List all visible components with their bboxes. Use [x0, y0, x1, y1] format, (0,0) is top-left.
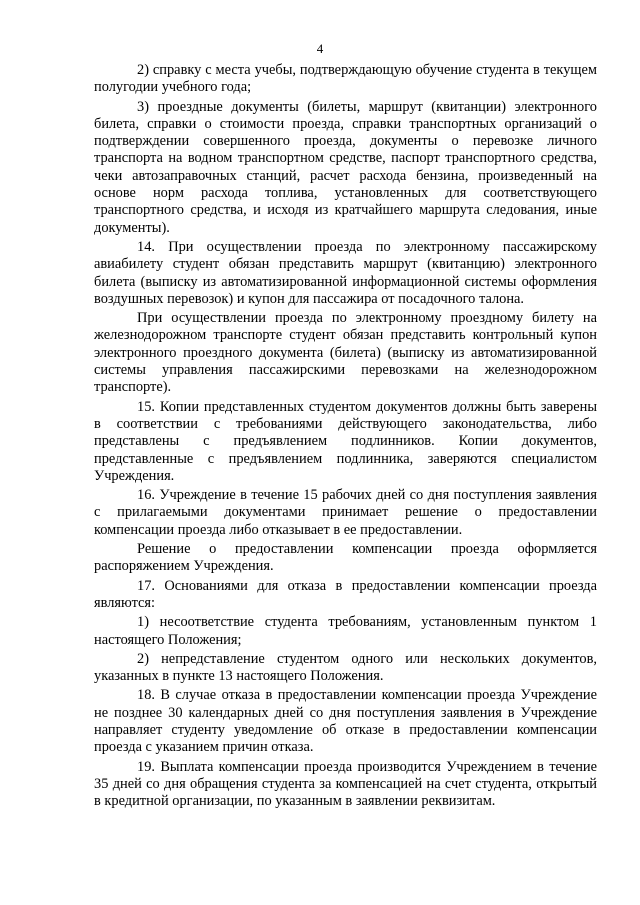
document-body	[94, 62, 597, 812]
paragraph-clause-17-item-2: 2) непредставление студентом одного или нескольких документов, указанных в пункте 13 настоящего Положения.	[94, 650, 597, 685]
paragraph-clause-14-rail: При осуществлении проезда по электронному проездному билету на железнодорожном транспорте студент обязан представить контрольный купон электронного проездного документа (билета) (выписку из автоматизированной системы управления пассажирскими перевозками на железнодорожном транспорте).	[94, 310, 597, 396]
paragraph-clause-16: 16. Учреждение в течение 15 рабочих дней со дня поступления заявления с прилагаемыми документами принимает решение о предоставлении компенсации проезда либо отказывает в ее предоставлении.	[94, 487, 597, 538]
paragraph-clause-15: 15. Копии представленных студентом документов должны быть заверены в соответствии с требованиями действующего законодательства, либо представлены с предъявлением подлинников. Копии документов, представленные с предъявлением подлинника, заверяются специалистом Учреждения.	[94, 398, 597, 484]
paragraph-clause-18: 18. В случае отказа в предоставлении компенсации проезда Учреждение не позднее 30 календарных дней со дня поступления заявления в Учреждение направляет студенту уведомление об отказе в предоставлении компенсации проезда с указанием причин отказа.	[94, 687, 597, 756]
paragraph-clause-14: 14. При осуществлении проезда по электронному пассажирскому авиабилету студент обязан представить маршрут (квитанцию) электронного билета (выписку из автоматизированной информационной системы оформления воздушных перевозок) и купон для пассажира от посадочного талона.	[94, 238, 597, 307]
paragraph-item-3: 3) проездные документы (билеты, маршрут (квитанции) электронного билета, справки о стоимости проезда, справки транспортных организаций о подтверждении совершенного проезда, документы о перевозке личного транспорта на водном транспортном средстве, паспорт транспортного средства, чеки автозаправочных станций, расчет расхода бензина, произведенный на основе норм расхода топлива, установленных для соответствующего транспортного средства, и исходя из кратчайшего маршрута следования, иные документы).	[94, 98, 597, 236]
paragraph-clause-17: 17. Основаниями для отказа в предоставлении компенсации проезда являются:	[94, 577, 597, 611]
paragraph-clause-16-decision: Решение о предоставлении компенсации проезда оформляется распоряжением Учреждения.	[94, 541, 597, 575]
paragraph-clause-19: 19. Выплата компенсации проезда производится Учреждением в течение 35 дней со дня обращения студента за компенсацией на счет студента, открытый в кредитной организации, по указанным в заявлении реквизитам.	[94, 758, 597, 810]
page-number: 4	[316, 41, 324, 56]
paragraph-item-2: 2) справку с места учебы, подтверждающую обучение студента в текущем полугодии учебного года;	[94, 62, 597, 96]
paragraph-clause-17-item-1: 1) несоответствие студента требованиям, установленным пунктом 1 настоящего Положения;	[94, 614, 597, 648]
